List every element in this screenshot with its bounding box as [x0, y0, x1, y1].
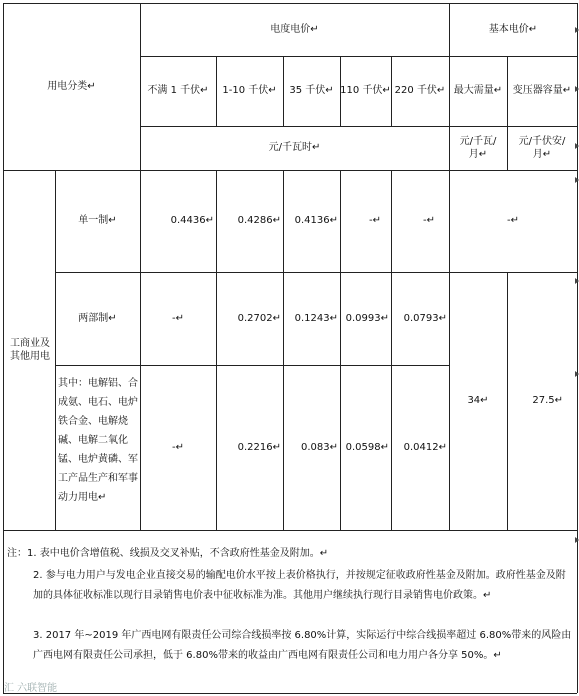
group-label: 工商业及其他用电: [10, 337, 50, 362]
voltage-col-4: 220 千伏↵: [394, 85, 446, 97]
price-cell: 0.4436↵: [170, 215, 214, 227]
price-cell: -↵: [369, 215, 381, 227]
basic-price-single: -↵: [507, 215, 519, 227]
note-1: 注：1. 表中电价含增值税、线损及交叉补贴，不含政府性基金及附加。↵: [7, 548, 329, 559]
basic-demand-value: 34↵: [467, 395, 489, 407]
energy-unit: 元/千瓦时↵: [268, 142, 321, 154]
price-cell: 0.083↵: [300, 441, 338, 453]
demand-col-header: 最大需量↵: [453, 85, 503, 97]
row-label-two-part: 两部制↵: [78, 312, 117, 324]
voltage-col-0: 不满 1 千伏↵: [147, 85, 209, 97]
basic-price-header: 基本电价↵: [488, 23, 538, 35]
note-2: 2. 参与电力用户与发电企业直接交易的输配电价水平按上表价格执行，并按规定征收政府性基金及附加。政府性基金及附加的具体征收标准以现行目录销售电价表中征收标准为准。其他用户继续执行现行目录销售电价政策。↵: [33, 570, 566, 601]
voltage-col-3: 110 千伏↵: [340, 85, 391, 97]
demand-unit: 元/千瓦/月↵: [459, 135, 497, 160]
capacity-unit: 元/千伏安/月↵: [518, 135, 566, 160]
price-cell: -↵: [423, 215, 435, 227]
cell-end-marker: [575, 537, 579, 543]
voltage-col-1: 1-10 千伏↵: [222, 85, 277, 97]
price-cell: -↵: [172, 312, 184, 324]
price-cell: 0.0793↵: [403, 312, 447, 324]
price-cell: 0.0598↵: [345, 441, 389, 453]
voltage-col-2: 35 千伏↵: [289, 85, 334, 97]
electricity-price-header: 电度电价↵: [270, 23, 319, 35]
price-cell: 0.2702↵: [237, 312, 281, 324]
price-cell: 0.4286↵: [237, 215, 281, 227]
price-cell: -↵: [172, 441, 184, 453]
watermark: 汇 六联智能: [4, 683, 58, 694]
note-3: 3. 2017 年~2019 年广西电网有限责任公司综合线损率按 6.80%计算，实际运行中综合线损率超过 6.80%带来的风险由广西电网有限责任公司承担，低于 6.80%带来的收益由广西电网有限责任公司和电力用户各分享 50%。↵: [33, 630, 572, 661]
price-cell: 0.0993↵: [345, 312, 389, 324]
basic-capacity-value: 27.5↵: [532, 395, 563, 407]
cell-end-marker: [575, 143, 579, 149]
price-cell: 0.1243↵: [294, 312, 338, 324]
row-label-single: 单一制↵: [78, 215, 117, 227]
price-cell: 0.2216↵: [237, 441, 281, 453]
row-label-special-industries: 其中：电解铝、合成氨、电石、电炉铁合金、电解烧碱、电解二氧化锰、电炉黄磷、军工产品生产和军事动力用电↵: [58, 378, 138, 503]
price-cell: 0.0412↵: [403, 441, 447, 453]
capacity-col-header: 变压器容量↵: [512, 85, 572, 97]
price-cell: 0.4136↵: [294, 215, 338, 227]
category-header: 用电分类↵: [47, 80, 96, 92]
